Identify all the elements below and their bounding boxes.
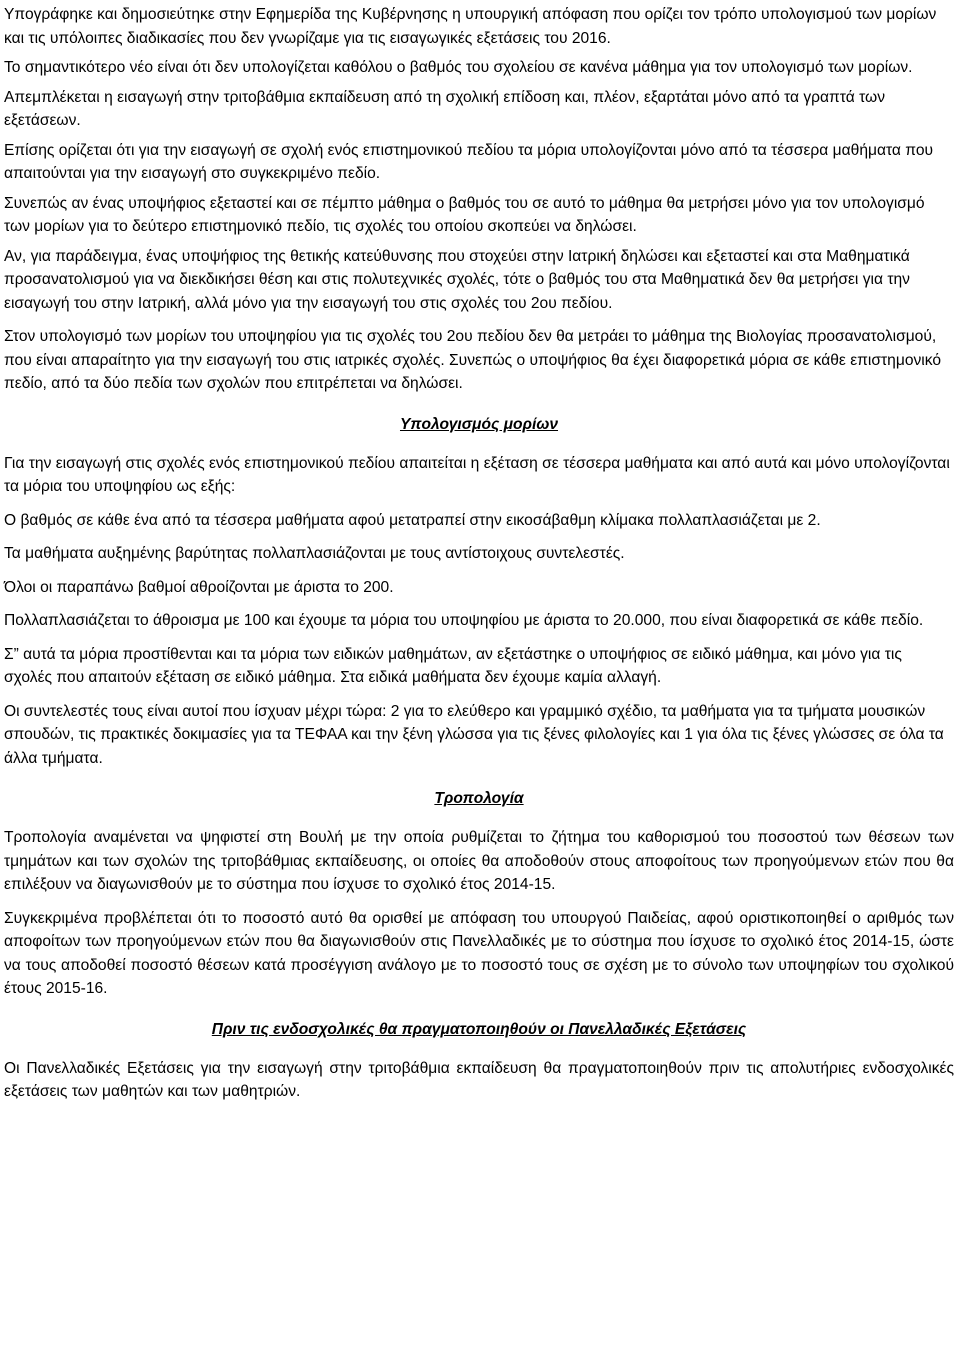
paragraph-coefficients: Οι συντελεστές τους είναι αυτοί που ίσχυαν μέχρι τώρα: 2 για το ελεύθερο και γραμμικό σχέδιο, τα μαθήματα για τα τμήματα μουσικών σπουδών, τις πρακτικές δοκιμασίες για τα ΤΕΦΑΑ και την ξένη γλώσσα για τις ξένες φιλολογίες και 1 για όλα τις ξένες γλώσσες σε όλα τα άλλα τμήματα. bbox=[4, 702, 944, 767]
section-heading-calculation: Υπολογισμός μορίων bbox=[399, 415, 559, 433]
paragraph-four-subjects: Επίσης ορίζεται ότι για την εισαγωγή σε σχολή ενός επιστημονικού πεδίου τα μόρια υπολογίζονται μόνο από τα τέσσερα μαθήματα που απαιτούνται για την εισαγωγή στο συγκεκριμένο πεδίο. bbox=[4, 141, 934, 182]
paragraph-school-grade: Το σημαντικότερο νέο είναι ότι δεν υπολογίζεται καθόλου ο βαθμός του σχολείου σε κανένα μάθημα για τον υπολογισμό των μορίων. bbox=[4, 59, 913, 76]
paragraph-intro: Υπογράφηκε και δημοσιεύτηκε στην Εφημερίδα της Κυβέρνησης η υπουργική απόφαση που ορίζει τον τρόπο υπολογισμού των μορίων και τις υπόλοιπες διαδικασίες που δεν γνωρίζαμε για τις εισαγωγικές εξετάσεις του 2016. bbox=[4, 6, 937, 47]
paragraph-decoupling: Απεμπλέκεται η εισαγωγή στην τριτοβάθμια εκπαίδευση από τη σχολική επίδοση και, πλέον, εξαρτάται μόνο από τα γραπτά των εξετάσεων. bbox=[4, 88, 886, 129]
paragraph-fifth-subject: Συνεπώς αν ένας υποψήφιος εξεταστεί και σε πέμπτο μάθημα ο βαθμός του σε αυτό το μάθημα θα μετρήσει μόνο για τον υπολογισμό των μορίων για το δεύτερο επιστημονικό πεδίο, τις σχολές του οποίου σκοπεύει να δηλώσει. bbox=[4, 194, 925, 235]
paragraph-example: Αν, για παράδειγμα, ένας υποψήφιος της θετικής κατεύθυνσης που στοχεύει στην Ιατρική δηλώσει και εξεταστεί και στα Μαθηματικά προσανατολισμού για να διεκδικήσει θέση και στις πολυτεχνικές σχολές, τότε ο βαθμός του στα Μαθηματικά δεν θα μετρήσει για την εισαγωγή του στην Ιατρική, αλλά μόνο για την εισαγωγή του στις σχολές του 2ου πεδίου. bbox=[4, 247, 910, 312]
paragraph-calc-intro: Για την εισαγωγή στις σχολές ενός επιστημονικού πεδίου απαιτείται η εξέταση σε τέσσερα μαθήματα και από αυτά και μόνο υπολογίζονται τα μόρια του υποψηφίου ως εξής: bbox=[4, 454, 950, 495]
section-heading-amendment: Τροπολογία bbox=[434, 790, 524, 807]
paragraph-biology: Στον υπολογισμό των μορίων του υποψηφίου για τις σχολές του 2ου πεδίου δεν θα μετράει το μάθημα της Βιολογίας προσανατολισμού, που είναι απαραίτητο για την εισαγωγή του στις ιατρικές σχολές. Συνεπώς ο υποψήφιος θα έχει διαφορετικά μόρια σε κάθε επιστημονικό πεδίο, από τα δύο πεδία των σχολών που επιτρέπεται να δηλώσει. bbox=[4, 328, 942, 392]
paragraph-calc-step-points: Πολλαπλασιάζεται το άθροισμα με 100 και έχουμε τα μόρια του υποψηφίου με άριστα το 20.000, που είναι διαφορετικά σε κάθε πεδίο. bbox=[4, 612, 924, 629]
paragraph-calc-step-weights: Τα μαθήματα αυξημένης βαρύτητας πολλαπλασιάζονται με τους αντίστοιχους συντελεστές. bbox=[4, 545, 625, 562]
paragraph-exam-order: Οι Πανελλαδικές Εξετάσεις για την εισαγωγή στην τριτοβάθμια εκπαίδευση θα πραγματοποιηθούν πριν τις απολυτήριες ενδοσχολικές εξετάσεις των μαθητών και των μαθητριών. bbox=[4, 1059, 954, 1100]
paragraph-amendment-details: Συγκεκριμένα προβλέπεται ότι το ποσοστό αυτό θα ορισθεί με απόφαση του υπουργού Παιδείας, αφού οριστικοποιηθεί ο αριθμός των αποφοίτων των προηγούμενων ετών που θα διαγωνισθούν στις Πανελλαδικές με το σύστημα που ίσχυσε το σχολικό έτος 2014-15, ώστε να τους αποδοθεί ποσοστό θέσεων κατά προσέγγιση ανάλογο με το ποσοστό τους σε σχέση με το σύνολο των υποψηφίων του σχολικού έτους 2015-16. bbox=[4, 909, 954, 997]
paragraph-special-subjects: Σ” αυτά τα μόρια προστίθενται και τα μόρια των ειδικών μαθημάτων, αν εξετάστηκε ο υποψήφιος σε ειδικό μάθημα, και μόνο για τις σχολές που απαιτούν εξέταση σε ειδικό μάθημα. Στα ειδικά μαθήματα δεν έχουμε καμία αλλαγή. bbox=[4, 645, 902, 686]
paragraph-calc-step-sum: Όλοι οι παραπάνω βαθμοί αθροίζονται με άριστα το 200. bbox=[4, 578, 394, 596]
paragraph-calc-step-multiply: Ο βαθμός σε κάθε ένα από τα τέσσερα μαθήματα αφού μετατραπεί στην εικοσάβαθμη κλίμακα πολλαπλασιάζεται με 2. bbox=[4, 511, 821, 529]
section-heading-exam-order: Πριν τις ενδοσχολικές θα πραγματοποιηθούν οι Πανελλαδικές Εξετάσεις bbox=[211, 1020, 747, 1038]
paragraph-amendment: Τροπολογία αναμένεται να ψηφιστεί στη Βουλή με την οποία ρυθμίζεται το ζήτημα του καθορισμού του ποσοστού των θέσεων των τμημάτων και των σχολών της τριτοβάθμιας εκπαίδευσης, οι οποίες θα αποδοθούν στους αποφοίτους των προηγούμενων ετών που θα επιλέξουν να διαγωνισθούν με το σύστημα που ίσχυσε το σχολικό έτος 2014-15. bbox=[4, 829, 954, 893]
